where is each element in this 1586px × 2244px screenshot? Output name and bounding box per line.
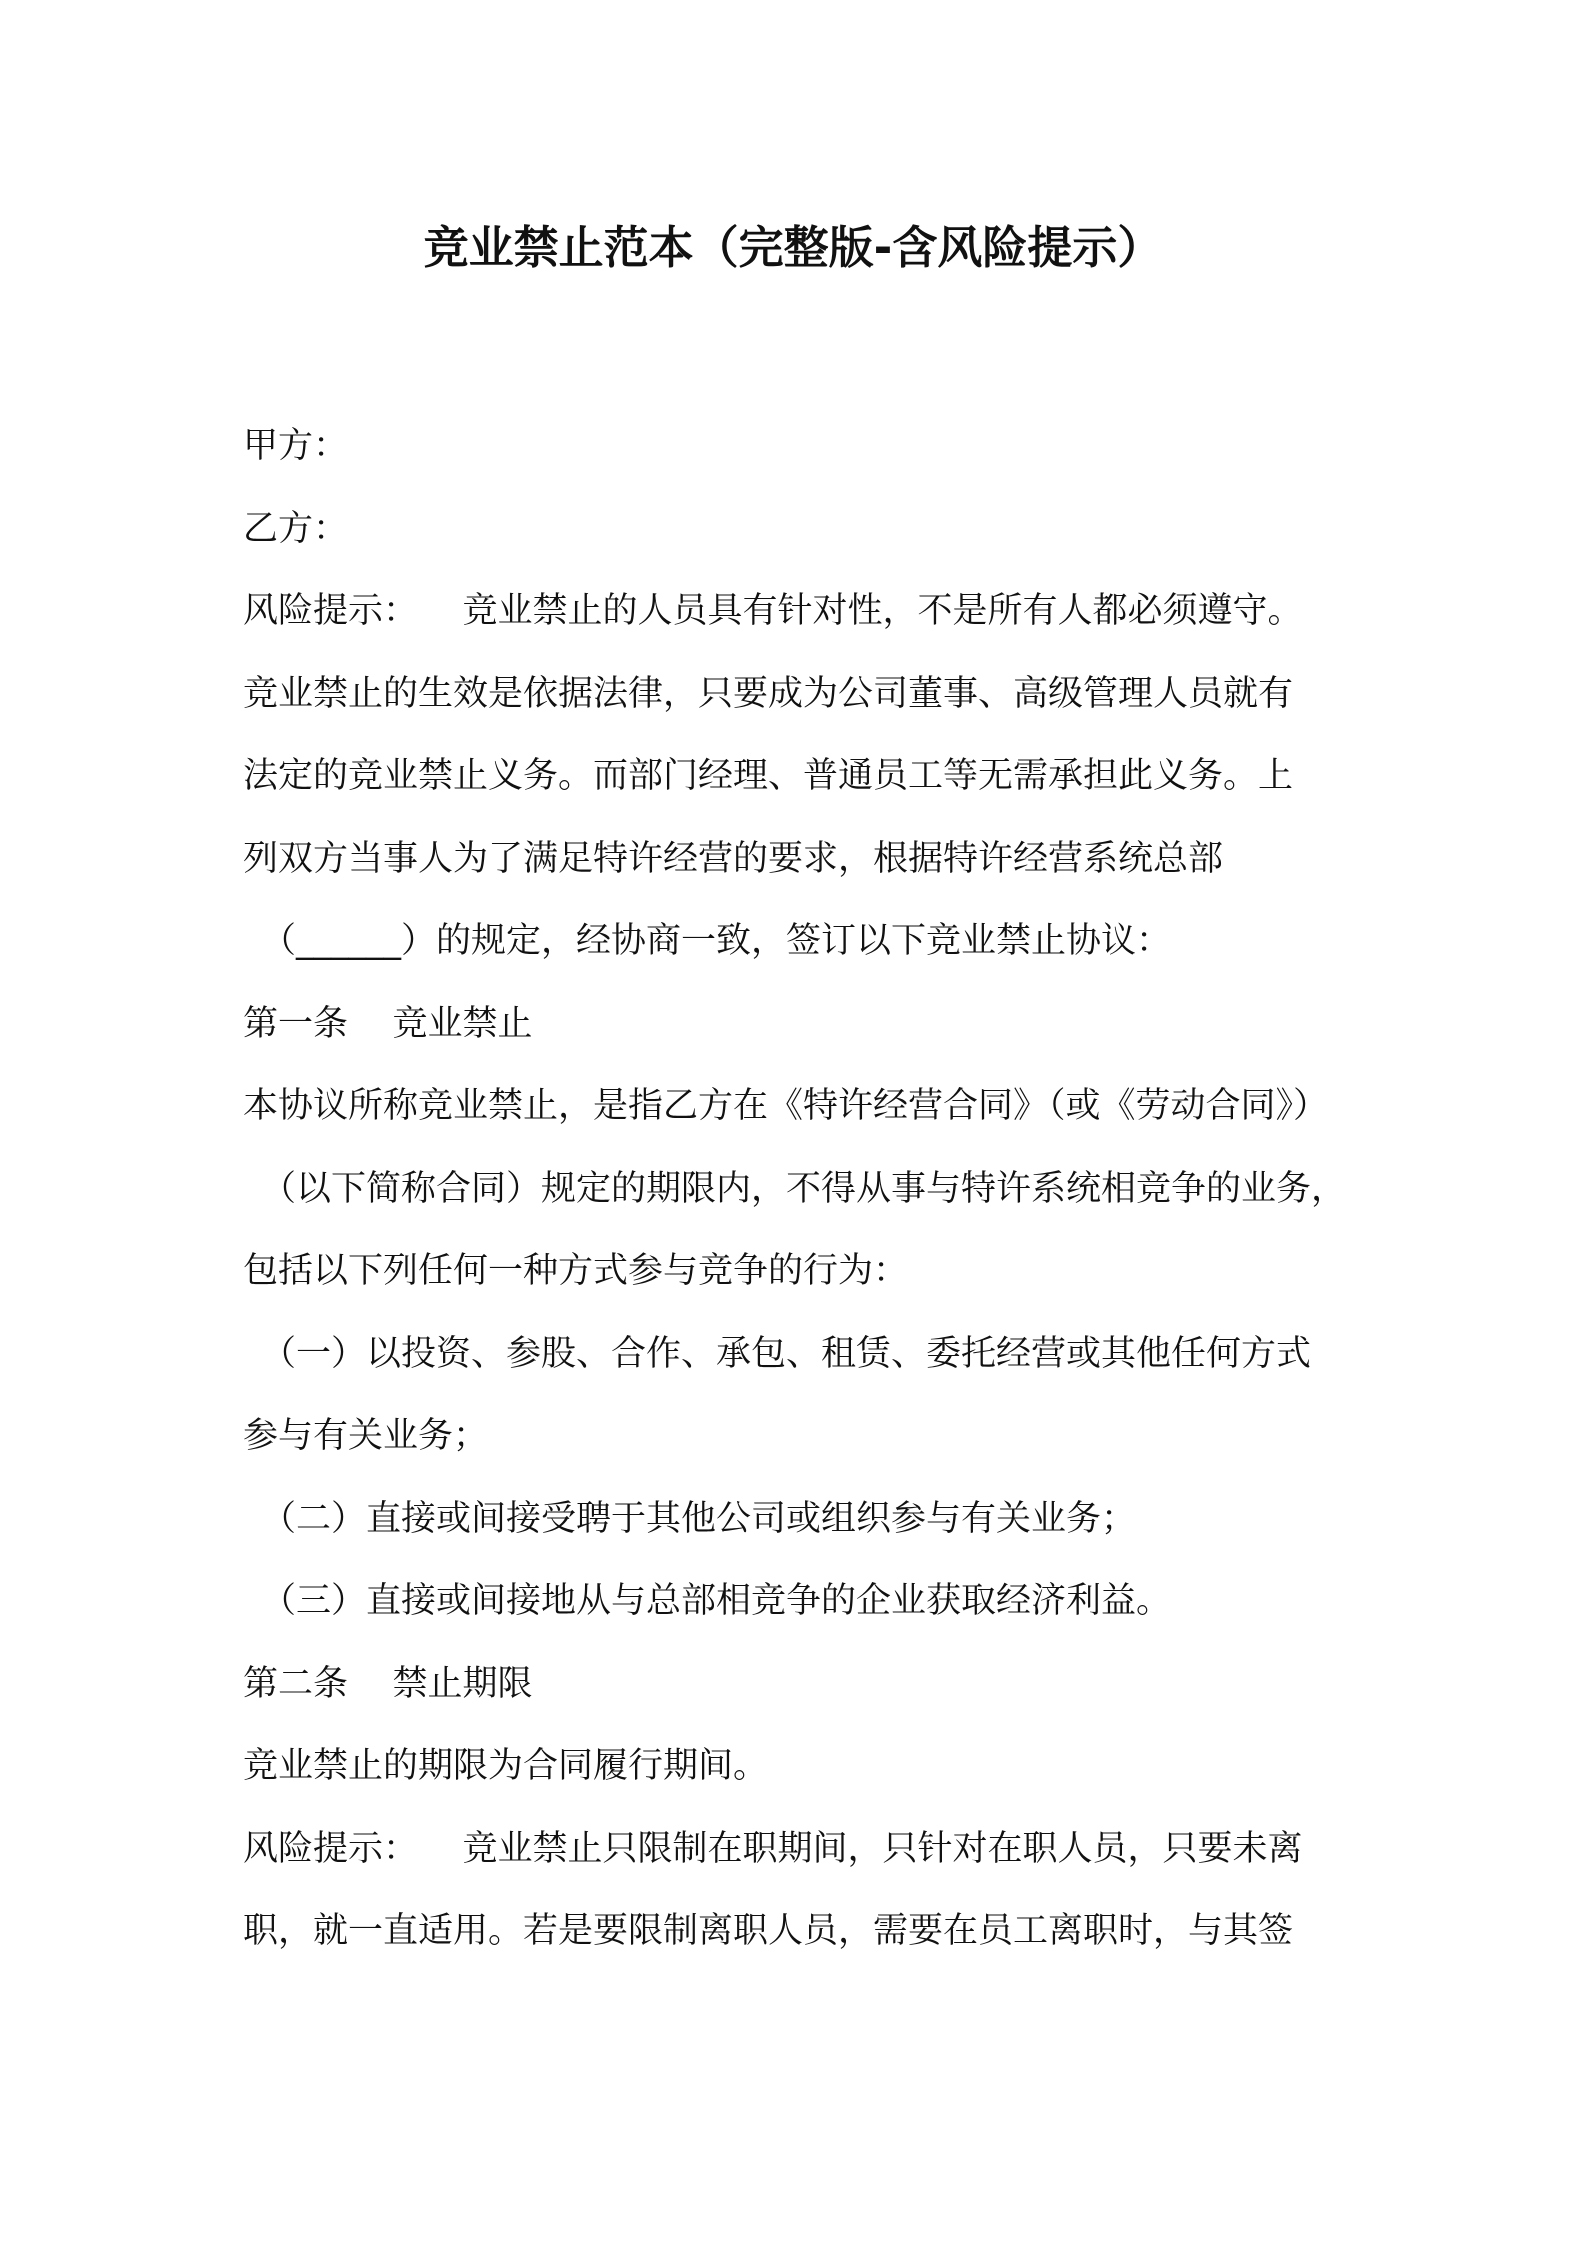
document-body: [243, 405, 1353, 1973]
list-item-3: （三）直接或间接地从与总部相竞争的企业获取经济利益。: [261, 1581, 1172, 1621]
paragraph-line: 包括以下列任何一种方式参与竞争的行为：: [243, 1251, 909, 1291]
list-item-1-continued: 参与有关业务；: [243, 1416, 489, 1456]
risk-notice-line: 风险提示： 竞业禁止的人员具有针对性，不是所有人都必须遵守。: [243, 591, 1303, 631]
article-2-heading: 第二条 禁止期限: [243, 1663, 533, 1704]
paragraph-line: 职，就一直适用。若是要限制离职人员，需要在员工离职时，与其签: [243, 1911, 1294, 1951]
article-1-heading: 第一条 竞业禁止: [243, 1003, 533, 1044]
list-item-1: （一）以投资、参股、合作、承包、租赁、委托经营或其他任何方式: [261, 1333, 1312, 1374]
paragraph-line: 列双方当事人为了满足特许经营的要求，根据特许经营系统总部: [243, 838, 1224, 879]
paragraph-line: （______）的规定，经协商一致，签订以下竞业禁止协议：: [261, 921, 1172, 961]
paragraph-line: 竞业禁止的期限为合同履行期间。: [243, 1746, 769, 1786]
document-title: 竞业禁止范本（完整版-含风险提示）: [423, 221, 1163, 274]
paragraph-line: 法定的竞业禁止义务。而部门经理、普通员工等无需承担此义务。上: [243, 756, 1294, 796]
paragraph-line: （以下简称合同）规定的期限内，不得从事与特许系统相竞争的业务，: [261, 1168, 1347, 1209]
risk-notice-line: 风险提示： 竞业禁止只限制在职期间，只针对在职人员，只要未离: [243, 1828, 1303, 1869]
paragraph-line: 本协议所称竞业禁止，是指乙方在《特许经营合同》（或《劳动合同》）: [243, 1086, 1329, 1126]
list-item-2: （二）直接或间接受聘于其他公司或组织参与有关业务；: [261, 1498, 1137, 1539]
party-b-line: 乙方：: [243, 508, 349, 549]
paragraph-line: 竞业禁止的生效是依据法律，只要成为公司董事、高级管理人员就有: [243, 673, 1294, 714]
party-a-line: 甲方：: [243, 426, 349, 466]
